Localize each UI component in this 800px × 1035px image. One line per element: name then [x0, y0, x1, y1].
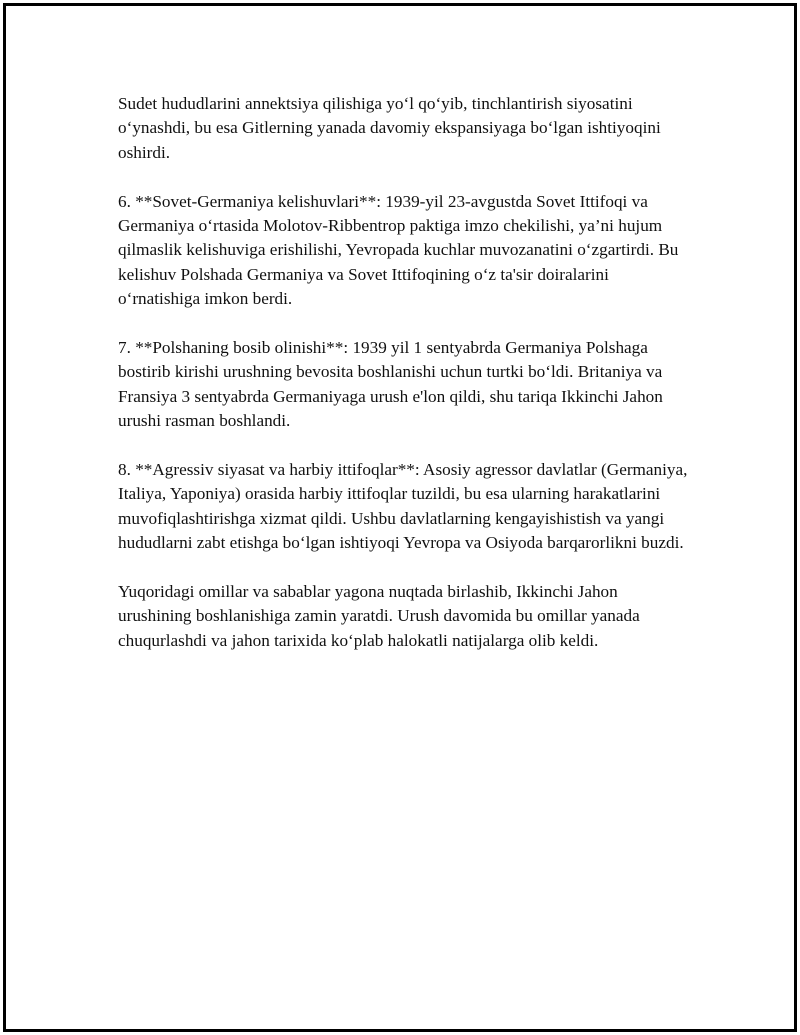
paragraph-item-7: 7. **Polshaning bosib olinishi**: 1939 yil 1 sentyabrda Germaniya Polshaga bostirib kirishi urushning bevosita boshlanishi uchun turtki bo‘ldi. Britaniya va Fransiya 3 sentyabrda Germaniyaga urush e'lon qildi, shu tariqa Ikkinchi Jahon urushi rasman boshlandi.	[118, 338, 663, 431]
paragraph-conclusion: Yuqoridagi omillar va sabablar yagona nuqtada birlashib, Ikkinchi Jahon urushining boshlanishiga zamin yaratdi. Urush davomida bu omillar yanada chuqurlashdi va jahon tarixida ko‘plab halokatli natijalarga olib keldi.	[118, 582, 640, 650]
paragraph-intro: Sudet hududlarini annektsiya qilishiga yo‘l qo‘yib, tinchlantirish siyosatini o‘ynashdi, bu esa Gitlerning yanada davomiy ekspansiyaga bo‘lgan ishtiyoqini oshirdi.	[118, 94, 661, 162]
document-body	[118, 92, 688, 678]
paragraph-item-8: 8. **Agressiv siyasat va harbiy ittifoqlar**: Asosiy agressor davlatlar (Germaniya, Italiya, Yaponiya) orasida harbiy ittifoqlar tuzildi, bu esa ularning harakatlarini muvofiqlashtirishga xizmat qildi. Ushbu davlatlarning kengayishistish va yangi hududlarni zabt etishga bo‘lgan ishtiyoqi Yevropa va Osiyoda barqarorlikni buzdi.	[118, 460, 688, 553]
paragraph-item-6: 6. **Sovet-Germaniya kelishuvlari**: 1939-yil 23-avgustda Sovet Ittifoqi va Germaniya o‘rtasida Molotov-Ribbentrop paktiga imzo chekilishi, ya’ni hujum qilmaslik kelishuviga erishilishi, Yevropada kuchlar muvozanatini o‘zgartirdi. Bu kelishuv Polshada Germaniya va Sovet Ittifoqining o‘z ta'sir doiralarini o‘rnatishiga imkon berdi.	[118, 191, 679, 309]
